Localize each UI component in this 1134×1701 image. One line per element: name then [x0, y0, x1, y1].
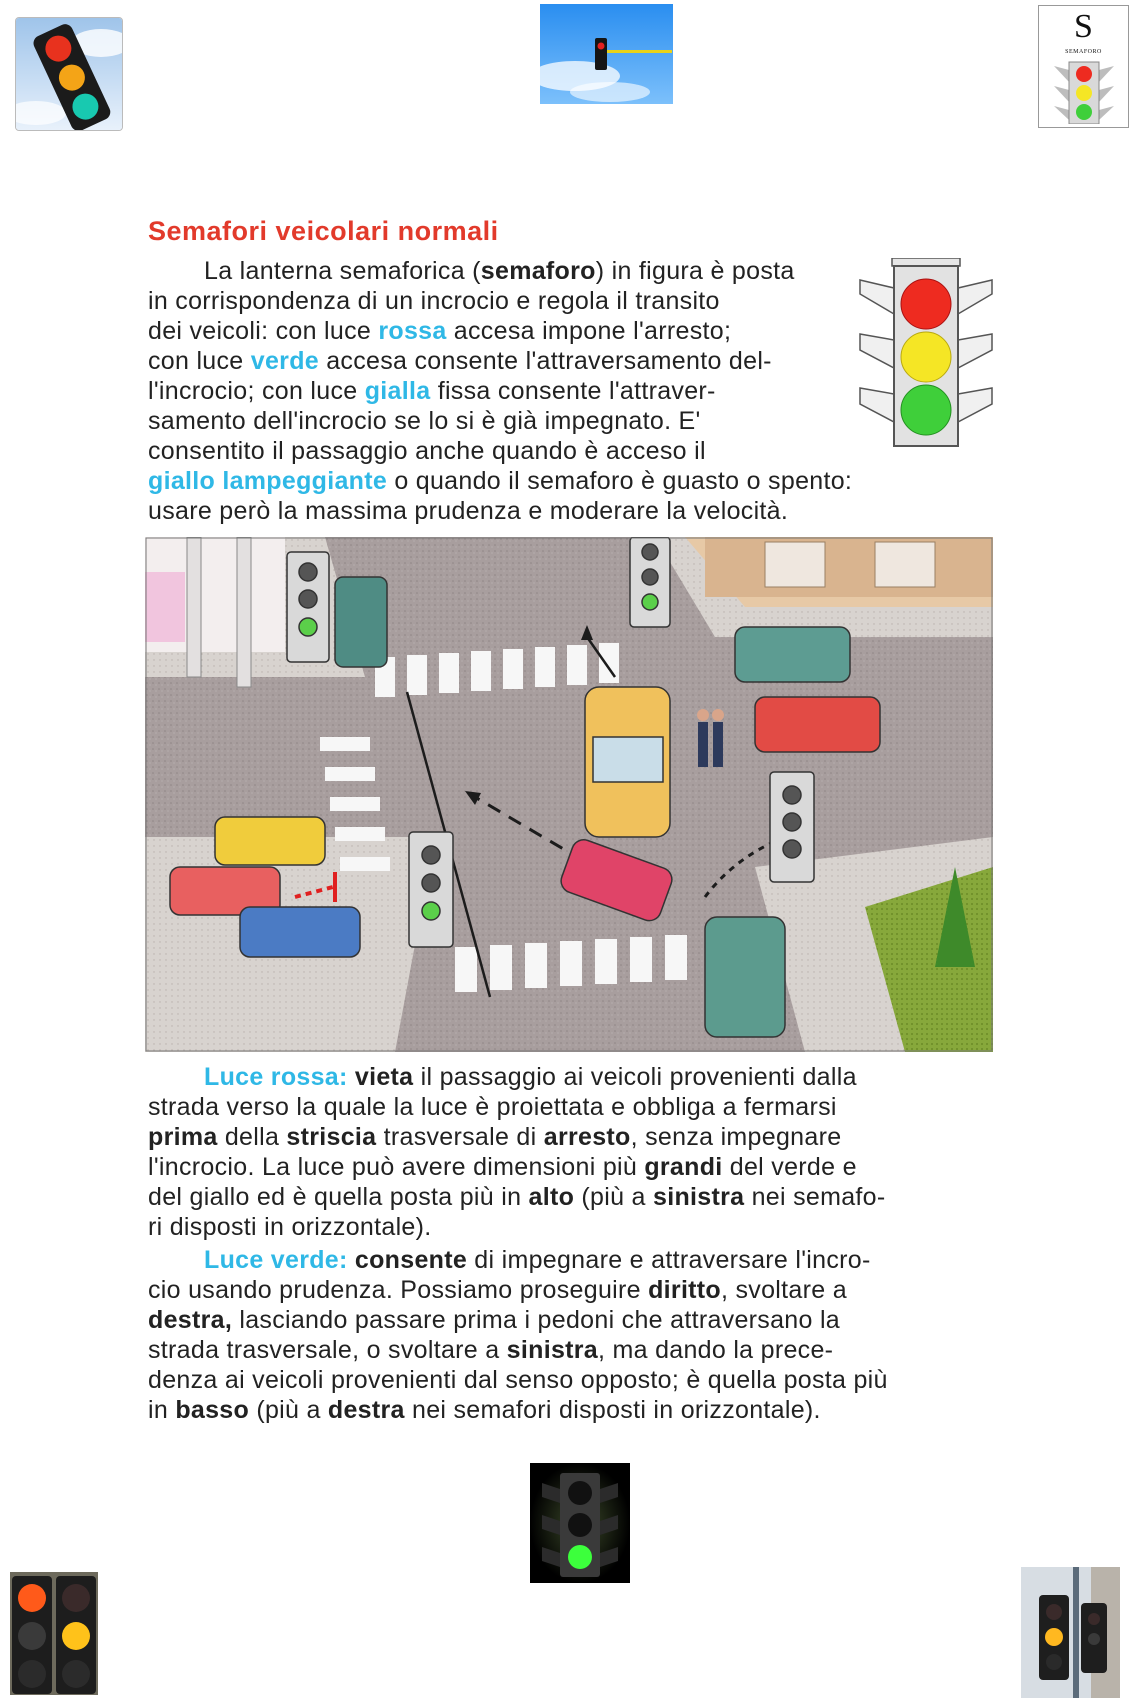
badge-caption: SEMAFORO	[1065, 49, 1102, 55]
text-span: nei semafori disposti in orizzontale).	[404, 1396, 821, 1424]
bold-term: basso	[175, 1396, 250, 1424]
text-span: (più a	[249, 1396, 328, 1424]
text-span: , senza impegnare	[630, 1123, 842, 1151]
bold-term: sinistra	[506, 1336, 598, 1364]
text-span: ) in figura è posta	[595, 257, 795, 285]
intro-line: usare però la massima prudenza e moderare la velocità.	[148, 497, 789, 525]
intro-line	[148, 316, 852, 346]
bold-term: arresto	[543, 1123, 631, 1151]
bold-term: prima	[148, 1123, 218, 1151]
bold-term: alto	[528, 1183, 575, 1211]
red-line	[148, 1152, 886, 1182]
text-span: in	[148, 1396, 176, 1424]
traffic-light-photo-top-left	[15, 17, 123, 131]
text-span: con luce	[148, 347, 251, 375]
intro-paragraph	[148, 256, 852, 526]
intersection-illustration	[145, 537, 993, 1052]
intro-line	[148, 466, 852, 496]
green-line	[148, 1335, 888, 1365]
green-line: denza ai veicoli provenienti dal senso opposto; è quella posta più	[148, 1366, 888, 1394]
traffic-light-sky-photo-top-center	[540, 4, 673, 104]
intro-line	[148, 346, 852, 376]
bold-term: sinistra	[653, 1183, 745, 1211]
green-traffic-light-icon	[530, 1463, 630, 1583]
green-line	[148, 1395, 888, 1425]
green-line	[148, 1275, 888, 1305]
text-span: accesa consente l'attraversamento del-	[318, 347, 772, 375]
text-span: La lanterna semaforica (	[204, 257, 481, 285]
bold-term: diritto	[648, 1276, 722, 1304]
keyword-green: verde	[250, 347, 319, 375]
heading-red-light: Luce rossa:	[204, 1063, 348, 1091]
text-span: del giallo ed è quella posta più in	[148, 1183, 529, 1211]
text-span: nei semafo-	[744, 1183, 886, 1211]
green-light-paragraph	[148, 1245, 888, 1425]
red-line	[148, 1062, 886, 1092]
text-span: fissa consente l'attraver-	[430, 377, 716, 405]
heading-green-light: Luce verde:	[204, 1246, 348, 1274]
keyword-red: rossa	[378, 317, 447, 345]
red-line	[148, 1182, 886, 1212]
text-span: di impegnare e attraversare l'incro-	[467, 1246, 871, 1274]
text-span: dei veicoli: con luce	[148, 317, 379, 345]
keyword-yellow: gialla	[364, 377, 431, 405]
intro-line: in corrispondenza di un incrocio e regola il transito	[148, 287, 720, 315]
text-span: strada trasversale, o svoltare a	[148, 1336, 507, 1364]
text-span: accesa impone l'arresto;	[446, 317, 732, 345]
bold-term: grandi	[644, 1153, 723, 1181]
text-span: o quando il semaforo è guasto o spento:	[387, 467, 853, 495]
green-line	[148, 1245, 888, 1275]
bold-term: striscia	[286, 1123, 377, 1151]
text-span: del verde e	[722, 1153, 857, 1181]
bold-term: destra,	[148, 1306, 233, 1334]
keyword-flashing-yellow: giallo lampeggiante	[148, 467, 388, 495]
bold-term: semaforo	[480, 257, 596, 285]
intro-line	[148, 256, 852, 286]
text-span: cio usando prudenza. Possiamo proseguire	[148, 1276, 649, 1304]
green-line	[148, 1305, 888, 1335]
red-line	[148, 1122, 886, 1152]
text-span: (più a	[574, 1183, 653, 1211]
bold-term: destra	[327, 1396, 405, 1424]
traffic-light-diagram	[858, 258, 994, 448]
red-line: ri disposti in orizzontale).	[148, 1213, 432, 1241]
text-span: trasversale di	[376, 1123, 544, 1151]
article-title: Semafori veicolari normali	[148, 216, 499, 246]
text-span: , ma dando la prece-	[598, 1336, 834, 1364]
text-span: l'incrocio. La luce può avere dimensioni più	[148, 1153, 645, 1181]
bold-term: consente	[354, 1246, 468, 1274]
text-span: il passaggio ai veicoli provenienti dalla	[413, 1063, 857, 1091]
traffic-light-photo-bottom-right	[1021, 1567, 1120, 1698]
traffic-lights-photo-bottom-left	[10, 1572, 98, 1695]
red-light-paragraph	[148, 1062, 886, 1242]
text-span: l'incrocio; con luce	[148, 377, 365, 405]
semaforo-road-sign-badge	[1038, 5, 1129, 128]
intro-line	[148, 376, 852, 406]
text-span: , svoltare a	[721, 1276, 847, 1304]
intro-line: samento dell'incrocio se lo si è già impegnato. E'	[148, 407, 701, 435]
intro-line: consentito il passaggio anche quando è acceso il	[148, 437, 706, 465]
badge-letter: S	[1074, 8, 1093, 45]
bold-term: vieta	[354, 1063, 414, 1091]
text-span: della	[217, 1123, 287, 1151]
red-line: strada verso la quale la luce è proiettata e obbliga a fermarsi	[148, 1093, 837, 1121]
text-span: lasciando passare prima i pedoni che attraversano la	[232, 1306, 840, 1334]
